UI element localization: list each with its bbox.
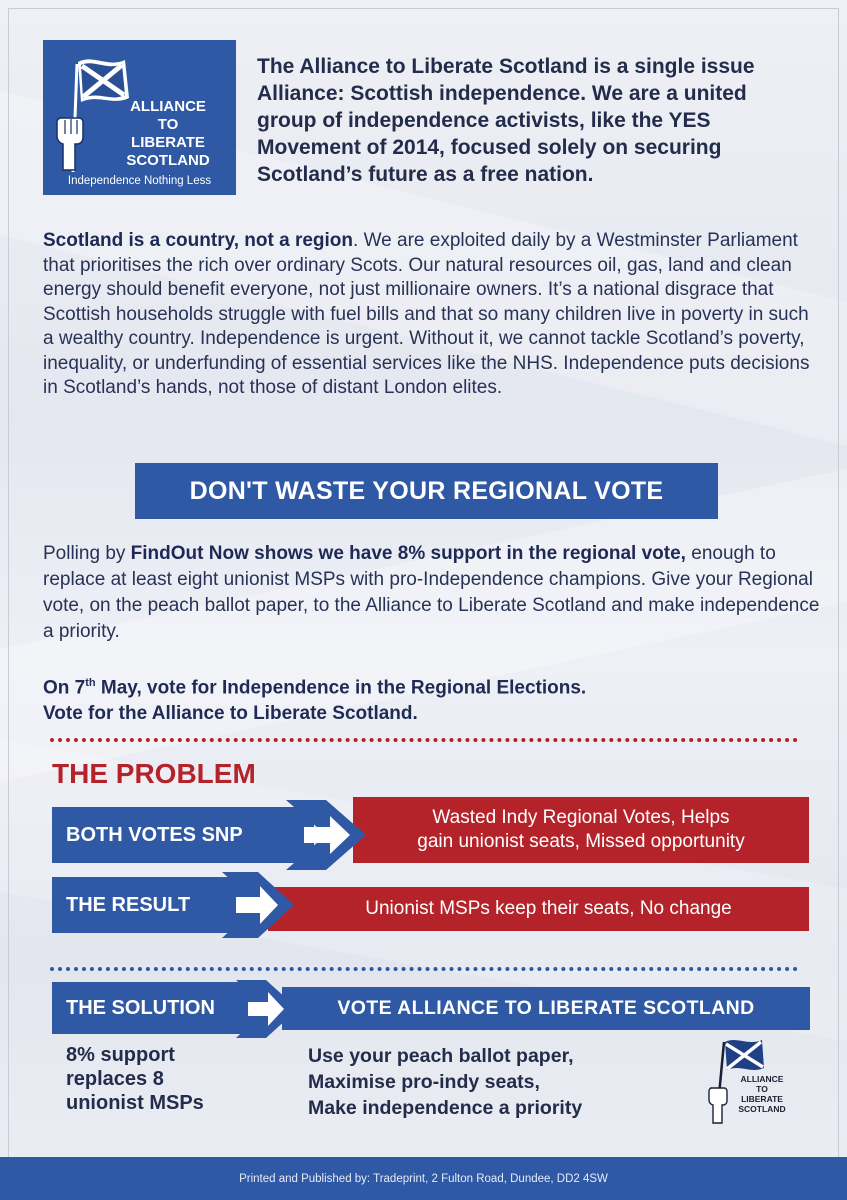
problem-result-box [353, 797, 809, 863]
body-text: . We are exploited daily by a Westminster Parliament that prioritises the rich over ordinary Scots. Our natural resources oil, gas, land and clean energy should benefit everyone, not just millionaire owners. It’s a national disgrace that Scottish households struggle with fuel bills and that so many children live in poverty in such a wealthy country. Independence is urgent. Without it, we cannot tackle Scotland’s poverty, inequality, or underfunding of essential services like the NHS. Independence puts decisions in Scotland’s hands, not those of distant London elites. [43, 230, 810, 398]
action-item: Maximise pro-indy seats, [308, 1071, 540, 1093]
body-lead-bold: Scotland is a country, not a region [43, 230, 354, 251]
right-arrow-icon [222, 872, 294, 938]
raised-fist-icon [51, 114, 91, 174]
blue-dotted-divider [50, 967, 798, 971]
solution-banner: VOTE ALLIANCE TO LIBERATE SCOTLAND [282, 987, 810, 1030]
problem-result-line: Wasted Indy Regional Votes, Helps [432, 807, 730, 828]
vote-call [43, 670, 823, 727]
small-logo-line: TO [756, 1084, 768, 1094]
right-arrow-icon [236, 980, 298, 1038]
small-logo-line: ALLIANCE [740, 1074, 784, 1084]
solution-tag: THE SOLUTION [52, 982, 262, 1034]
alliance-logo [43, 40, 236, 195]
support-line: 8% support [66, 1044, 175, 1066]
logo-text-line: TO [157, 116, 179, 133]
action-item: Make independence a priority [308, 1097, 583, 1119]
right-arrow-icon [286, 800, 366, 870]
vote-call-line1 [43, 670, 823, 701]
the-result-tag: THE RESULT [52, 877, 250, 933]
polling-paragraph [43, 541, 823, 645]
action-item: Use your peach ballot paper, [308, 1045, 574, 1067]
small-logo-line: LIBERATE [741, 1094, 783, 1104]
support-line: unionist MSPs [66, 1092, 204, 1114]
poll-prefix: Polling by [43, 543, 131, 564]
small-logo-text [734, 1074, 790, 1114]
intro-statement: The Alliance to Liberate Scotland is a single issue Alliance: Scottish independence. We are a united group of independence activists, like the YES Movement of 2014, focused solely on securing Scotland’s future as a free nation. [257, 55, 755, 186]
regional-vote-banner: DON'T WASTE YOUR REGIONAL VOTE [135, 463, 718, 519]
action-list [308, 1043, 688, 1121]
logo-text-line: LIBERATE [131, 134, 205, 151]
vote-call-line2: Vote for the Alliance to Liberate Scotland. [43, 703, 418, 725]
logo-tagline: Independence Nothing Less [67, 175, 212, 187]
both-votes-snp-tag: BOTH VOTES SNP [52, 807, 314, 863]
vote-call-ordinal: th [85, 677, 96, 689]
body-paragraph [43, 229, 823, 401]
vote-call-date: On 7 [43, 677, 86, 699]
logo-text-line: ALLIANCE [130, 98, 206, 115]
poll-bold: FindOut Now shows we have 8% support in the regional vote, [130, 543, 686, 564]
imprint-footer: Printed and Published by: Tradeprint, 2 Fulton Road, Dundee, DD2 4SW [0, 1157, 847, 1200]
small-logo-line: SCOTLAND [738, 1104, 786, 1114]
vote-call-text: May, vote for Independence in the Regional Elections. [95, 677, 587, 699]
result-box: Unionist MSPs keep their seats, No change [268, 887, 809, 931]
small-alliance-logo [704, 1036, 794, 1128]
support-statement [66, 1043, 256, 1115]
problem-result-line: gain unionist seats, Missed opportunity [417, 831, 745, 852]
poll-rest: enough to replace at least eight unionist MSPs with pro-Independence champions. Give your Regional vote, on the peach ballot paper, to the Alliance to Liberate Scotland and make independence a priority. [43, 543, 820, 642]
support-line: replaces 8 [66, 1068, 164, 1090]
problem-title: THE PROBLEM [52, 758, 256, 789]
logo-text-line: SCOTLAND [126, 152, 210, 169]
red-dotted-divider [50, 738, 798, 742]
